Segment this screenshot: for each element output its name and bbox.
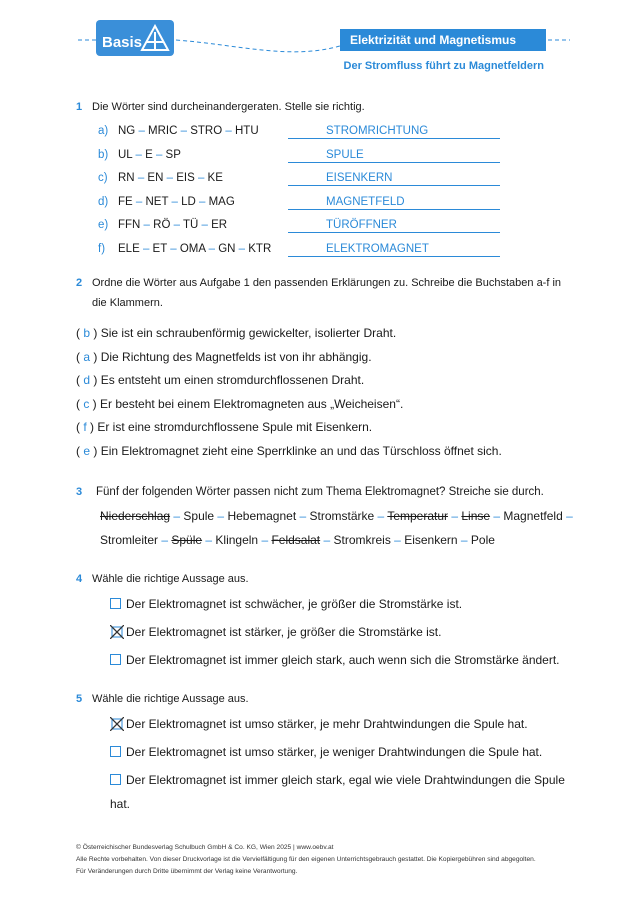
answer-letter[interactable]: e bbox=[83, 444, 91, 458]
word-part: KTR bbox=[248, 243, 272, 255]
scrambled-word bbox=[118, 194, 235, 210]
word-part: RÖ bbox=[153, 219, 171, 232]
answer-letter[interactable]: a bbox=[83, 349, 91, 364]
dash-separator: – bbox=[490, 509, 504, 523]
task-instruction: Ordne die Wörter aus Aufgabe 1 den passenden Erklärungen zu. Schreibe die Buchstaben a-f in bbox=[92, 277, 562, 289]
answer-letter[interactable]: c bbox=[83, 396, 90, 411]
task-number: 3 bbox=[76, 486, 83, 498]
answer-letter[interactable]: d bbox=[83, 373, 91, 388]
dash-separator: – bbox=[170, 509, 184, 523]
scrambled-word bbox=[118, 123, 259, 139]
option-text: Der Elektromagnet ist immer gleich stark, auch wenn sich die Stromstärke ändert. bbox=[126, 653, 560, 667]
explanation-row bbox=[76, 397, 403, 411]
scrambled-word bbox=[118, 147, 181, 163]
checkbox-empty-icon[interactable] bbox=[110, 774, 121, 785]
task-instruction: Wähle die richtige Aussage aus. bbox=[92, 573, 249, 585]
answer-line[interactable] bbox=[288, 194, 500, 210]
answer-text: ELEKTROMAGNET bbox=[326, 243, 429, 255]
explanation-row bbox=[76, 420, 372, 434]
explanation-text: ) Er ist eine stromdurchflossene Spule mit Eisenkern. bbox=[86, 420, 373, 435]
logo-text: Basis bbox=[102, 34, 143, 51]
word-part: EN bbox=[147, 172, 164, 185]
dash-separator: – bbox=[132, 195, 146, 208]
item-label: c) bbox=[98, 172, 108, 185]
dash-separator: – bbox=[205, 243, 219, 255]
word-part: FE bbox=[118, 195, 133, 208]
explanation-row bbox=[76, 373, 364, 387]
dash-separator: – bbox=[194, 172, 208, 185]
dash-separator: – bbox=[134, 172, 148, 185]
bracket-open: ( bbox=[76, 326, 84, 340]
task-instruction: Die Wörter sind durcheinandergeraten. Stelle sie richtig. bbox=[92, 101, 365, 113]
struck-word[interactable]: Spüle bbox=[171, 533, 203, 547]
topic-banner bbox=[340, 29, 546, 51]
explanation-row bbox=[76, 326, 396, 340]
item-label: a) bbox=[98, 125, 109, 137]
explanation-text: ) Die Richtung des Magnetfelds ist von ihr abhängig. bbox=[90, 349, 372, 364]
checkbox-crossed-icon[interactable] bbox=[110, 625, 124, 639]
footer-rights: Alle Rechte vorbehalten. Von dieser Druckvorlage ist die Vervielfältigung für den eigenen Unterrichtsgebrauch gestattet. Die Kopiergebühren sind abgegolten. bbox=[76, 856, 536, 863]
dash-separator: – bbox=[195, 195, 209, 208]
bracket-open: ( bbox=[76, 420, 84, 435]
checkbox-empty-icon[interactable] bbox=[110, 598, 121, 609]
word-list-line-2 bbox=[100, 533, 495, 547]
word-part: EIS bbox=[176, 172, 195, 185]
dash-separator: – bbox=[139, 243, 153, 255]
dash-separator: – bbox=[457, 533, 471, 547]
word[interactable]: Magnetfeld bbox=[503, 509, 563, 523]
word-part: MRIC bbox=[148, 125, 178, 137]
task-number: 2 bbox=[76, 277, 83, 289]
word-part: ELE bbox=[118, 243, 140, 255]
word-part: UL bbox=[118, 148, 133, 161]
word-list-line-1 bbox=[100, 509, 573, 523]
answer-line[interactable] bbox=[288, 123, 500, 139]
word[interactable]: Stromkreis bbox=[333, 533, 391, 547]
word-part: NG bbox=[118, 125, 136, 137]
dash-separator: – bbox=[374, 509, 388, 523]
dash-separator: – bbox=[132, 148, 146, 161]
struck-word[interactable]: Feldsalat bbox=[271, 533, 321, 547]
word[interactable]: Eisenkern bbox=[404, 533, 458, 547]
bracket-open: ( bbox=[76, 349, 84, 364]
option-row bbox=[110, 625, 441, 639]
answer-letter[interactable]: f bbox=[83, 420, 87, 435]
footer-disclaimer: Für Veränderungen durch Dritte übernimmt der Verlag keine Verantwortung. bbox=[76, 868, 298, 875]
word-part: TÜ bbox=[182, 219, 199, 232]
explanation-text: ) Sie ist ein schraubenförmig gewickelter, isolierter Draht. bbox=[90, 326, 397, 340]
dash-separator: – bbox=[202, 533, 216, 547]
word-part: STRO bbox=[190, 125, 223, 137]
bracket-open: ( bbox=[76, 396, 84, 411]
task-number: 1 bbox=[76, 101, 83, 113]
scrambled-word bbox=[118, 170, 223, 186]
answer-letter[interactable]: b bbox=[83, 326, 91, 340]
page-subtitle: Der Stromfluss führt zu Magnetfeldern bbox=[343, 60, 544, 72]
answer-text: MAGNETFELD bbox=[326, 195, 405, 208]
word-part: FFN bbox=[118, 219, 141, 232]
dash-separator: – bbox=[214, 509, 228, 523]
option-text: Der Elektromagnet ist stärker, je größer die Stromstärke ist. bbox=[126, 625, 442, 639]
task-instruction-cont: die Klammern. bbox=[92, 297, 163, 309]
struck-word[interactable]: Niederschlag bbox=[100, 509, 171, 523]
task-instruction: Fünf der folgenden Wörter passen nicht zum Thema Elektromagnet? Streiche sie durch. bbox=[96, 486, 544, 498]
word-part: SP bbox=[165, 148, 181, 161]
dash-separator: – bbox=[296, 509, 310, 523]
checkbox-crossed-icon[interactable] bbox=[110, 717, 124, 731]
bracket-open: ( bbox=[76, 444, 84, 458]
word[interactable]: Stromstärke bbox=[309, 509, 375, 523]
dash-separator: – bbox=[390, 533, 405, 547]
dash-separator: – bbox=[170, 219, 183, 232]
dash-separator: – bbox=[152, 148, 166, 161]
triangle-icon bbox=[140, 24, 170, 52]
answer-line[interactable] bbox=[288, 241, 500, 257]
dash-separator: – bbox=[258, 533, 272, 547]
word[interactable]: Pole bbox=[470, 533, 495, 547]
footer-copyright: © Österreichischer Bundesverlag Schulbuch GmbH & Co. KG, Wien 2025 | www.oebv.at bbox=[76, 844, 334, 851]
dash-separator: – bbox=[135, 125, 149, 137]
word[interactable]: Klingeln bbox=[215, 533, 259, 547]
option-row bbox=[110, 717, 528, 731]
answer-text: TÜRÖFFNER bbox=[326, 219, 397, 232]
struck-word[interactable]: Linse bbox=[461, 509, 491, 523]
word[interactable]: Stromleiter bbox=[100, 533, 159, 547]
dash-separator: – bbox=[158, 533, 172, 547]
word-part: ET bbox=[152, 243, 168, 255]
option-text-cont: hat. bbox=[110, 797, 131, 811]
answer-line[interactable] bbox=[288, 147, 500, 163]
word-part: GN bbox=[218, 243, 236, 255]
word-part: E bbox=[145, 148, 153, 161]
dash-separator: – bbox=[320, 533, 334, 547]
word-part: RN bbox=[118, 172, 135, 185]
word-part: ER bbox=[211, 219, 228, 232]
option-text: Der Elektromagnet ist umso stärker, je weniger Drahtwindungen die Spule hat. bbox=[126, 745, 543, 759]
task-number: 4 bbox=[76, 573, 83, 585]
option-row bbox=[110, 773, 565, 787]
word-part: LD bbox=[181, 195, 196, 208]
option-text: Der Elektromagnet ist umso stärker, je mehr Drahtwindungen die Spule hat. bbox=[126, 717, 528, 731]
answer-line[interactable] bbox=[288, 170, 500, 186]
bracket-open: ( bbox=[76, 373, 84, 388]
basis-logo-icon bbox=[96, 20, 174, 56]
dash-separator: – bbox=[198, 219, 212, 232]
dash-separator: – bbox=[562, 509, 573, 523]
scrambled-word bbox=[118, 241, 271, 257]
struck-word[interactable]: Temperatur bbox=[387, 509, 449, 523]
word-part: OMA bbox=[179, 243, 206, 255]
explanation-text: ) Es entsteht um einen stromdurchflossenen Draht. bbox=[90, 373, 365, 388]
dash-separator: – bbox=[448, 509, 462, 523]
answer-text: STROMRICHTUNG bbox=[326, 125, 429, 137]
option-row bbox=[110, 597, 462, 611]
scrambled-word bbox=[118, 217, 227, 233]
dash-separator: – bbox=[235, 243, 249, 255]
checkbox-empty-icon[interactable] bbox=[110, 654, 121, 665]
word-part: HTU bbox=[234, 125, 259, 137]
dash-separator: – bbox=[167, 243, 180, 255]
explanation-row bbox=[76, 444, 502, 458]
explanation-text: ) Er besteht bei einem Elektromagneten aus „Weicheisen“. bbox=[89, 396, 404, 411]
task-number: 5 bbox=[76, 693, 83, 705]
item-label: b) bbox=[98, 148, 109, 161]
word-part: KE bbox=[207, 172, 223, 185]
topic-title: Elektrizität und Magnetismus bbox=[350, 33, 517, 47]
option-row bbox=[110, 653, 560, 667]
option-row bbox=[110, 745, 542, 759]
answer-line[interactable] bbox=[288, 217, 500, 233]
option-text: Der Elektromagnet ist immer gleich stark, egal wie viele Drahtwindungen die Spule bbox=[126, 773, 565, 787]
item-label: f) bbox=[98, 243, 106, 255]
task-instruction: Wähle die richtige Aussage aus. bbox=[92, 693, 249, 705]
checkbox-empty-icon[interactable] bbox=[110, 746, 121, 757]
word[interactable]: Hebemagnet bbox=[227, 509, 297, 523]
dash-separator: – bbox=[140, 219, 154, 232]
answer-text: SPULE bbox=[326, 148, 364, 161]
word-part: NET bbox=[145, 195, 169, 208]
dash-separator: – bbox=[163, 172, 177, 185]
dash-separator: – bbox=[168, 195, 182, 208]
option-text: Der Elektromagnet ist schwächer, je größer die Stromstärke ist. bbox=[126, 597, 463, 611]
explanation-text: ) Ein Elektromagnet zieht eine Sperrklinke an und das Türschloss öffnet sich. bbox=[90, 444, 502, 458]
word[interactable]: Spule bbox=[183, 509, 215, 523]
word-part: MAG bbox=[208, 195, 235, 208]
dash-separator: – bbox=[222, 125, 235, 137]
item-label: e) bbox=[98, 219, 109, 232]
item-label: d) bbox=[98, 195, 109, 208]
answer-text: EISENKERN bbox=[326, 172, 393, 185]
dash-separator: – bbox=[177, 125, 191, 137]
explanation-row bbox=[76, 350, 372, 364]
